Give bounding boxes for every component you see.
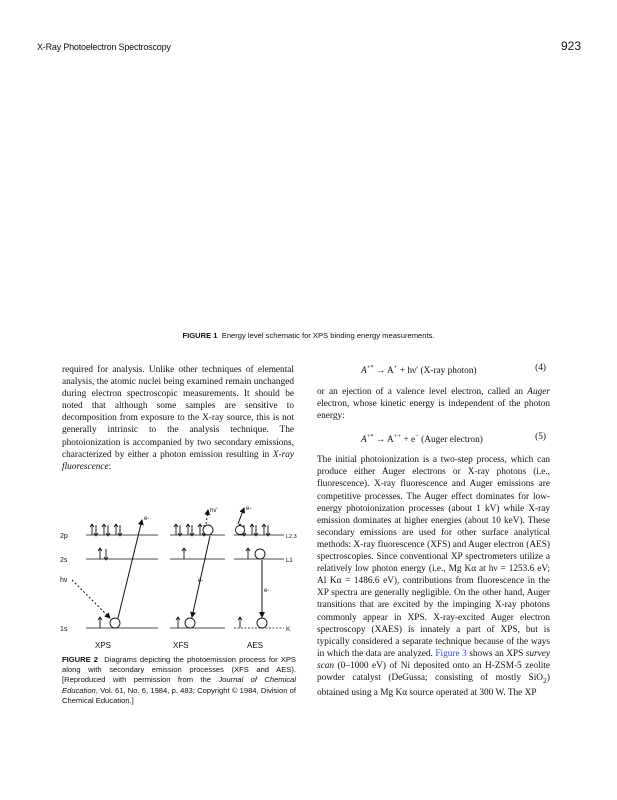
xps-photon-in [72, 580, 110, 618]
para3-italic: survey scan [317, 648, 551, 671]
figure-2-caption-journal: Journal of Chemical Education [62, 675, 297, 695]
figure-2-label: FIGURE 2 [62, 655, 99, 664]
xfs-photon-out [206, 510, 208, 524]
label-xfs-e: e- [198, 578, 204, 584]
xfs-2p-hole [203, 525, 213, 535]
label-K: K [286, 626, 291, 633]
figure-1-area [62, 60, 555, 325]
eq5-rhs-sup: − [415, 433, 419, 441]
eq4-mid: → A [375, 366, 394, 377]
label-1s: 1s [60, 626, 68, 633]
eq4-number: (4) [535, 363, 546, 373]
figure-3-link[interactable]: Figure 3 [435, 648, 467, 659]
eq5-mid-sup: ++ [393, 433, 402, 441]
panel-label-aes: AES [247, 641, 264, 650]
xfs-transition [192, 536, 210, 617]
right-paragraph-3 [317, 454, 550, 699]
label-hv: hν [60, 577, 68, 584]
eq5-number: (5) [535, 432, 546, 443]
eq4-lhs: A [361, 366, 367, 377]
label-L23: L2,3 [286, 534, 297, 540]
para3-d: ) obtained using a Mg Kα source operated at 300 W. The XP [317, 672, 550, 698]
label-xfs-hv: hν' [210, 508, 218, 514]
aes-1s-hole [257, 618, 267, 628]
aes-2p-hole-a [236, 526, 245, 535]
page-number: 923 [560, 39, 581, 53]
para3-sub: 2 [543, 675, 547, 685]
left-paragraph-italic: X-ray fluorescence [62, 449, 294, 472]
figure-1-caption [0, 331, 617, 340]
label-L1: L1 [286, 558, 293, 564]
aes-2s-hole [255, 549, 265, 559]
para2-rest: electron, whose kinetic energy is independent of the photon energy: [317, 399, 550, 422]
label-aes-e: e- [264, 588, 270, 594]
para3-b: shows an XPS [466, 648, 526, 659]
eq5-lhs-sup: +* [366, 433, 374, 441]
label-2s: 2s [60, 557, 68, 564]
left-paragraph-end: : [108, 461, 112, 472]
label-2p: 2p [60, 533, 68, 540]
label-aes-e-top: e- [246, 506, 252, 512]
right-column [317, 362, 550, 699]
figure-2-diagram [60, 500, 300, 652]
right-paragraph-2 [317, 386, 550, 422]
eq5-tail: (Auger electron) [418, 435, 483, 446]
eq5-rhs: + e [403, 435, 416, 446]
para2-italic: Auger [527, 387, 550, 397]
equation-5 [317, 431, 550, 445]
equation-4 [317, 362, 550, 376]
eq5-lhs: A [361, 435, 367, 446]
left-paragraph-text: required for analysis. Unlike other techniques of elemental analysis, the atomic nuclei being examined remain unchanged during electron spectroscopic measurements. It should be noted that although some samples are sensitive to decomposition from exposure to the X-ray source, this is not generally intrinsic to the analysis technique. The photoionization is accompanied by two secondary emissions, characterized by either a photon emission resulting in [62, 365, 294, 460]
panel-label-xps: XPS [95, 641, 112, 650]
label-xps-e: e- [144, 516, 150, 522]
eq4-mid-sup: + [393, 364, 398, 371]
aes-electron-out [238, 508, 244, 524]
figure-2-caption-tail: , Vol. 61, No. 6, 1984, p. 483; Copyright © 1984, Division of Chemical Education.] [62, 685, 296, 705]
left-paragraph [62, 364, 294, 473]
spin-arrows [90, 524, 270, 628]
figure-1-label: FIGURE 1 [182, 331, 218, 340]
eq4-lhs-sup: +* [366, 364, 374, 371]
eq5-mid: → A [375, 435, 394, 446]
figure-1-caption-text: Energy level schematic for XPS binding energy measurements. [221, 331, 435, 340]
figure-2-caption-text: Diagrams depicting the photoemission process for XPS along with secondary emission processes (XFS and AES). [Reproduced with permission from the [62, 655, 296, 685]
para2-text: or an ejection of a valence level electron, called an [317, 387, 528, 397]
running-title: X-Ray Photoelectron Spectroscopy [37, 42, 171, 52]
para3-a: The initial photoionization is a two-step process, which can produce either Auger electrons or X-ray photons (i.e., fluorescence). X-ray fluorescence and Auger emissions are competitive processes. The Auger effect dominates for low-energy photoionization processes (about 1 kV) while X-ray emission dominates at higher energies (about 10 keV). These secondary emissions are used for other surface analytical methods: X-ray fluorescence (XFS) and Auger electron (AES) spectroscopies. Since conventional XP spectrometers utilize a relatively low photon energy (i.e., Mg Kα at hν = 1253.6 eV; Al Kα = 1486.6 eV), contributions from fluorescence in the XP spectra are generally negligible. On the other hand, Auger transitions that are excited by the impinging X-ray photons commonly appear in XPS. X-ray-excited Auger electron spectroscopy (XAES) is innately a part of XPS, but is typically considered a separate technique because of the ways in which the data are analyzed. [317, 455, 550, 659]
eq4-rhs: + hν′ (X-ray photon) [399, 366, 477, 377]
para3-c: (0–1000 eV) of Ni deposited onto an H-ZSM-5 zeolite powder catalyst (DeGussa; consisting of mostly SiO [317, 660, 550, 683]
xfs-1s-hole [185, 618, 195, 628]
left-column [62, 364, 294, 473]
xps-1s-hole [110, 618, 120, 628]
figure-2-caption [62, 655, 296, 706]
panel-label-xfs: XFS [173, 641, 189, 650]
